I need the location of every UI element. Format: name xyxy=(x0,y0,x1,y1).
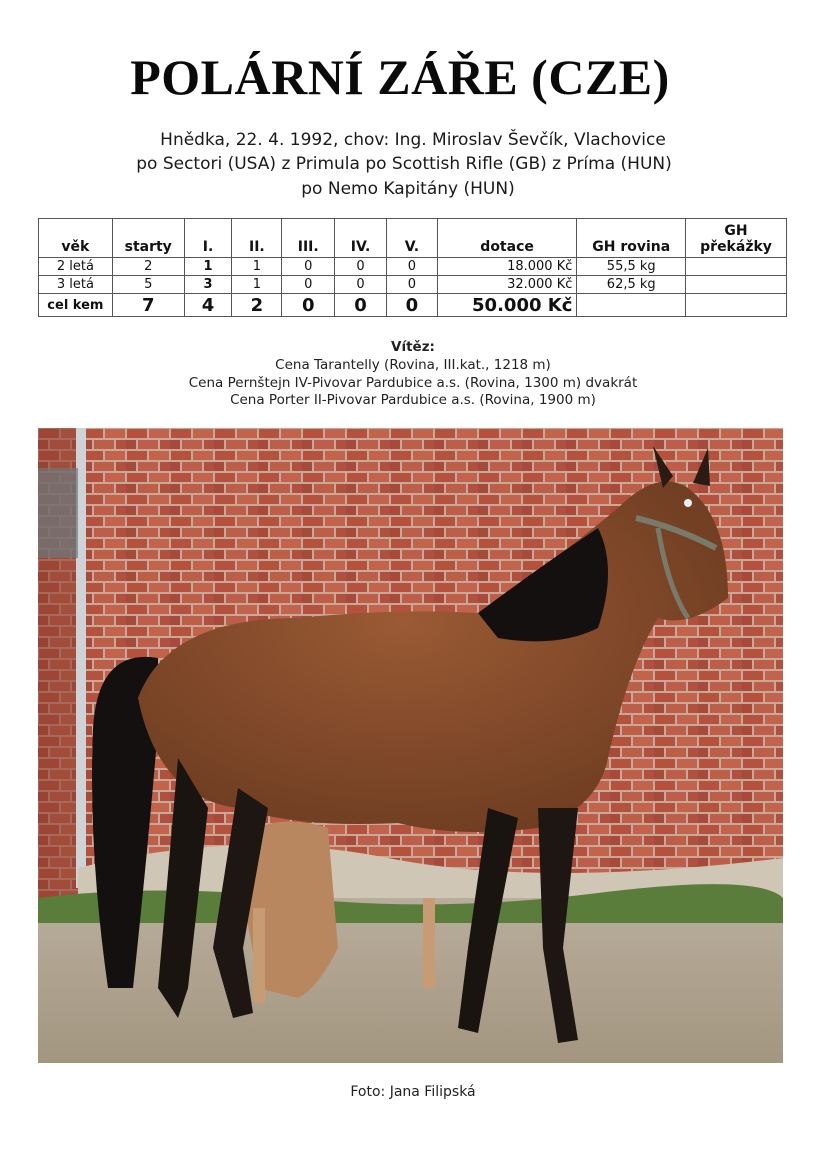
cell-first: 3 xyxy=(184,276,232,294)
cell-total-first: 4 xyxy=(184,294,232,317)
cell-starts: 2 xyxy=(112,258,184,276)
table-total-row xyxy=(39,294,787,317)
header-age: věk xyxy=(39,219,113,258)
cell-prize: 18.000 Kč xyxy=(437,258,577,276)
table-row xyxy=(39,258,787,276)
header-gh-flat: GH rovina xyxy=(577,219,686,258)
results-table xyxy=(38,218,787,317)
cell-total-starts: 7 xyxy=(112,294,184,317)
header-fifth: V. xyxy=(386,219,437,258)
winner-item: Cena Tarantelly (Rovina, III.kat., 1218 m) xyxy=(275,357,551,373)
cell-gh-flat: 62,5 kg xyxy=(577,276,686,294)
header-second: II. xyxy=(232,219,282,258)
cell-age: 3 letá xyxy=(39,276,113,294)
table-header-row xyxy=(39,219,787,258)
header-gh-jumps: GH překážky xyxy=(686,219,787,258)
horse-photo xyxy=(38,428,783,1063)
cell-starts: 5 xyxy=(112,276,184,294)
cell-fifth: 0 xyxy=(386,258,437,276)
header-fourth: IV. xyxy=(335,219,387,258)
horse-details: Hnědka, 22. 4. 1992, chov: Ing. Miroslav Ševčík, Vlachovice xyxy=(160,130,666,150)
winner-heading: Vítěz: xyxy=(391,339,435,355)
cell-total-gh-flat xyxy=(577,294,686,317)
cell-third: 0 xyxy=(282,276,335,294)
cell-first: 1 xyxy=(184,258,232,276)
pedigree-line-1: po Sectori (USA) z Primula po Scottish Rifle (GB) z Príma (HUN) xyxy=(136,154,672,174)
header-third: III. xyxy=(282,219,335,258)
winner-item: Cena Porter II-Pivovar Pardubice a.s. (Rovina, 1900 m) xyxy=(230,392,596,408)
photo-caption: Foto: Jana Filipská xyxy=(350,1084,476,1100)
winner-item: Cena Pernštejn IV-Pivovar Pardubice a.s. (Rovina, 1300 m) dvakrát xyxy=(188,375,638,391)
cell-fourth: 0 xyxy=(335,258,387,276)
cell-age: 2 letá xyxy=(39,258,113,276)
cell-total-fifth: 0 xyxy=(386,294,437,317)
cell-gh-jumps xyxy=(686,258,787,276)
header-prize: dotace xyxy=(437,219,577,258)
page-title: POLÁRNÍ ZÁŘE (CZE) xyxy=(130,49,670,105)
cell-total-prize: 50.000 Kč xyxy=(437,294,577,317)
cell-total-gh-jumps xyxy=(686,294,787,317)
header-starts: starty xyxy=(112,219,184,258)
cell-total-second: 2 xyxy=(232,294,282,317)
cell-total-fourth: 0 xyxy=(335,294,387,317)
table-row xyxy=(39,276,787,294)
cell-second: 1 xyxy=(232,276,282,294)
cell-prize: 32.000 Kč xyxy=(437,276,577,294)
cell-second: 1 xyxy=(232,258,282,276)
cell-total-third: 0 xyxy=(282,294,335,317)
cell-gh-jumps xyxy=(686,276,787,294)
cell-third: 0 xyxy=(282,258,335,276)
pedigree-line-2: po Nemo Kapitány (HUN) xyxy=(301,179,515,199)
cell-gh-flat: 55,5 kg xyxy=(577,258,686,276)
cell-fifth: 0 xyxy=(386,276,437,294)
header-first: I. xyxy=(184,219,232,258)
cell-total-label: cel kem xyxy=(39,294,113,317)
cell-fourth: 0 xyxy=(335,276,387,294)
